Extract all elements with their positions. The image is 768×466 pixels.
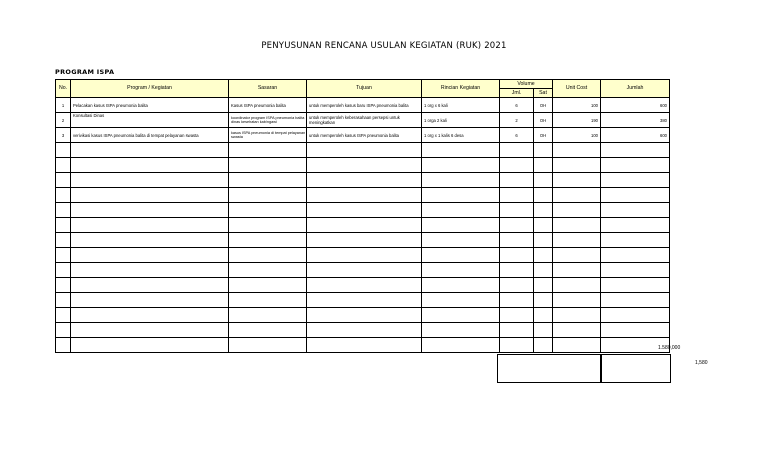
empty-cell <box>229 143 307 158</box>
empty-cell <box>71 218 229 233</box>
empty-cell <box>307 338 422 353</box>
empty-cell <box>534 263 553 278</box>
empty-cell <box>422 263 500 278</box>
cell-rincian: 1 orga 2 kali <box>422 113 500 128</box>
cell-no: 1 <box>56 98 71 113</box>
header-volume: Volume <box>500 80 553 89</box>
empty-cell <box>56 143 71 158</box>
empty-cell <box>71 143 229 158</box>
empty-cell <box>71 158 229 173</box>
empty-cell <box>56 308 71 323</box>
empty-row <box>56 158 670 173</box>
cell-tujuan: untuk memperoleh kasus ISPA pneumonia balita <box>307 128 422 143</box>
cell-rincian: 1 org x 6 kali <box>422 98 500 113</box>
empty-cell <box>229 203 307 218</box>
empty-cell <box>307 263 422 278</box>
empty-cell <box>534 158 553 173</box>
document-title: PENYUSUNAN RENCANA USULAN KEGIATAN (RUK) 2021 <box>261 41 507 51</box>
empty-cell <box>553 308 601 323</box>
empty-cell <box>500 248 534 263</box>
empty-cell <box>553 218 601 233</box>
empty-cell <box>71 278 229 293</box>
empty-cell <box>307 233 422 248</box>
empty-cell <box>553 338 601 353</box>
empty-cell <box>229 233 307 248</box>
empty-cell <box>534 248 553 263</box>
empty-cell <box>307 218 422 233</box>
cell-program: verivikasi kasus ISPA pneumonia balita di tempat pelayanan swasta <box>71 128 229 143</box>
empty-cell <box>534 233 553 248</box>
empty-cell <box>553 233 601 248</box>
empty-row <box>56 188 670 203</box>
header-sat: Sat <box>534 89 553 98</box>
empty-row <box>56 308 670 323</box>
cell-jml: 6 <box>500 98 534 113</box>
empty-cell <box>56 338 71 353</box>
empty-row <box>56 338 670 353</box>
empty-row <box>56 278 670 293</box>
empty-cell <box>307 293 422 308</box>
cell-unit-cost: 100 <box>553 98 601 113</box>
empty-cell <box>534 143 553 158</box>
empty-cell <box>71 248 229 263</box>
empty-row <box>56 233 670 248</box>
cell-program: Pelacakan kasus ISPA pneumonia balita <box>71 98 229 113</box>
empty-cell <box>500 143 534 158</box>
empty-cell <box>422 323 500 338</box>
empty-cell <box>601 263 670 278</box>
empty-cell <box>500 173 534 188</box>
empty-cell <box>229 263 307 278</box>
empty-cell <box>553 263 601 278</box>
empty-cell <box>422 218 500 233</box>
empty-cell <box>500 188 534 203</box>
empty-cell <box>601 158 670 173</box>
empty-cell <box>601 308 670 323</box>
empty-cell <box>534 323 553 338</box>
cell-unit-cost: 100 <box>553 128 601 143</box>
empty-cell <box>229 173 307 188</box>
empty-cell <box>553 143 601 158</box>
empty-cell <box>500 308 534 323</box>
empty-cell <box>307 203 422 218</box>
cell-no: 2 <box>56 113 71 128</box>
empty-cell <box>229 278 307 293</box>
empty-cell <box>56 203 71 218</box>
header-tujuan: Tujuan <box>307 80 422 98</box>
empty-cell <box>534 218 553 233</box>
empty-cell <box>71 308 229 323</box>
empty-cell <box>56 158 71 173</box>
empty-cell <box>601 323 670 338</box>
empty-cell <box>71 173 229 188</box>
empty-cell <box>229 188 307 203</box>
header-no: No. <box>56 80 71 98</box>
empty-row <box>56 203 670 218</box>
empty-cell <box>601 143 670 158</box>
cell-sasaran: Kasus ISPA pneumonia balita <box>229 98 307 113</box>
empty-cell <box>56 218 71 233</box>
empty-cell <box>553 203 601 218</box>
empty-cell <box>500 158 534 173</box>
empty-cell <box>307 308 422 323</box>
empty-row <box>56 218 670 233</box>
empty-cell <box>534 293 553 308</box>
cell-tujuan: untuk memperoleh keberasahaan persepsi untuk meningkatkan <box>307 113 422 128</box>
header-program: Program / Kegiatan <box>71 80 229 98</box>
section-label: PROGRAM ISPA <box>55 68 115 76</box>
empty-cell <box>500 338 534 353</box>
empty-cell <box>307 188 422 203</box>
cell-sat: OH <box>534 128 553 143</box>
empty-cell <box>534 188 553 203</box>
empty-cell <box>56 263 71 278</box>
total-box-left <box>497 354 602 383</box>
empty-cell <box>534 278 553 293</box>
empty-row <box>56 263 670 278</box>
header-jumlah: Jumlah <box>601 80 670 98</box>
empty-cell <box>422 143 500 158</box>
empty-cell <box>601 293 670 308</box>
empty-cell <box>71 233 229 248</box>
empty-cell <box>601 233 670 248</box>
empty-cell <box>422 293 500 308</box>
header-unit-cost: Unit Cost <box>553 80 601 98</box>
empty-cell <box>422 188 500 203</box>
empty-cell <box>307 158 422 173</box>
empty-cell <box>71 338 229 353</box>
empty-cell <box>553 323 601 338</box>
empty-cell <box>553 248 601 263</box>
empty-cell <box>601 203 670 218</box>
empty-cell <box>56 173 71 188</box>
table-row <box>56 113 670 128</box>
empty-cell <box>601 188 670 203</box>
empty-cell <box>229 158 307 173</box>
cell-sat: OH <box>534 113 553 128</box>
total-box-right <box>600 354 671 383</box>
empty-cell <box>553 173 601 188</box>
empty-cell <box>56 278 71 293</box>
cell-unit-cost: 190 <box>553 113 601 128</box>
empty-cell <box>500 323 534 338</box>
table-row <box>56 98 670 113</box>
empty-cell <box>601 278 670 293</box>
empty-cell <box>422 233 500 248</box>
empty-cell <box>56 248 71 263</box>
cell-no: 3 <box>56 128 71 143</box>
header-jml: Jml. <box>500 89 534 98</box>
empty-cell <box>229 293 307 308</box>
empty-cell <box>307 248 422 263</box>
empty-cell <box>534 203 553 218</box>
empty-cell <box>71 188 229 203</box>
empty-cell <box>56 233 71 248</box>
empty-cell <box>422 338 500 353</box>
empty-cell <box>422 248 500 263</box>
empty-cell <box>229 323 307 338</box>
empty-cell <box>56 188 71 203</box>
empty-cell <box>553 158 601 173</box>
empty-cell <box>500 218 534 233</box>
empty-cell <box>534 308 553 323</box>
empty-cell <box>553 293 601 308</box>
empty-cell <box>229 218 307 233</box>
empty-cell <box>422 158 500 173</box>
cell-jumlah: 600 <box>601 98 670 113</box>
empty-row <box>56 248 670 263</box>
cell-sasaran: kasus ISPA pneumonia di tempat pelayanan swasta <box>229 128 307 143</box>
empty-cell <box>601 173 670 188</box>
cell-program: Konsultasi Dinas <box>71 113 229 128</box>
empty-cell <box>422 278 500 293</box>
cell-rincian: 1 org x 1 kalis 6 desa <box>422 128 500 143</box>
empty-cell <box>307 143 422 158</box>
empty-row <box>56 173 670 188</box>
empty-cell <box>500 203 534 218</box>
empty-cell <box>229 338 307 353</box>
cell-sat: OH <box>534 98 553 113</box>
cell-jumlah: 380 <box>601 113 670 128</box>
grand-total-value: 1,580 <box>695 360 708 366</box>
empty-cell <box>500 263 534 278</box>
empty-cell <box>71 293 229 308</box>
subtotal-value: 1.580,000 <box>658 345 681 351</box>
empty-cell <box>553 278 601 293</box>
empty-cell <box>56 323 71 338</box>
empty-row <box>56 143 670 158</box>
empty-cell <box>601 218 670 233</box>
empty-cell <box>500 278 534 293</box>
empty-cell <box>534 338 553 353</box>
empty-row <box>56 323 670 338</box>
empty-cell <box>422 203 500 218</box>
empty-cell <box>534 173 553 188</box>
cell-jumlah: 600 <box>601 128 670 143</box>
table-row <box>56 128 670 143</box>
empty-cell <box>71 263 229 278</box>
empty-cell <box>307 323 422 338</box>
empty-cell <box>229 308 307 323</box>
header-rincian: Rincian Kegiatan <box>422 80 500 98</box>
cell-sasaran: koordinator program ISPA pneumonia balita dinas kesehatan kab/ngawi <box>229 113 307 128</box>
empty-row <box>56 293 670 308</box>
empty-cell <box>553 188 601 203</box>
empty-cell <box>500 293 534 308</box>
header-sasaran: Sasaran <box>229 80 307 98</box>
empty-cell <box>71 203 229 218</box>
empty-cell <box>422 173 500 188</box>
empty-cell <box>307 278 422 293</box>
empty-cell <box>500 233 534 248</box>
empty-cell <box>56 293 71 308</box>
cell-tujuan: untuk memperoleh kasus baru ISPA pneumonia balita <box>307 98 422 113</box>
ruk-table <box>55 79 670 353</box>
empty-cell <box>601 248 670 263</box>
cell-jml: 6 <box>500 128 534 143</box>
empty-cell <box>422 308 500 323</box>
empty-cell <box>307 173 422 188</box>
empty-cell <box>229 248 307 263</box>
empty-cell <box>71 323 229 338</box>
cell-jml: 2 <box>500 113 534 128</box>
